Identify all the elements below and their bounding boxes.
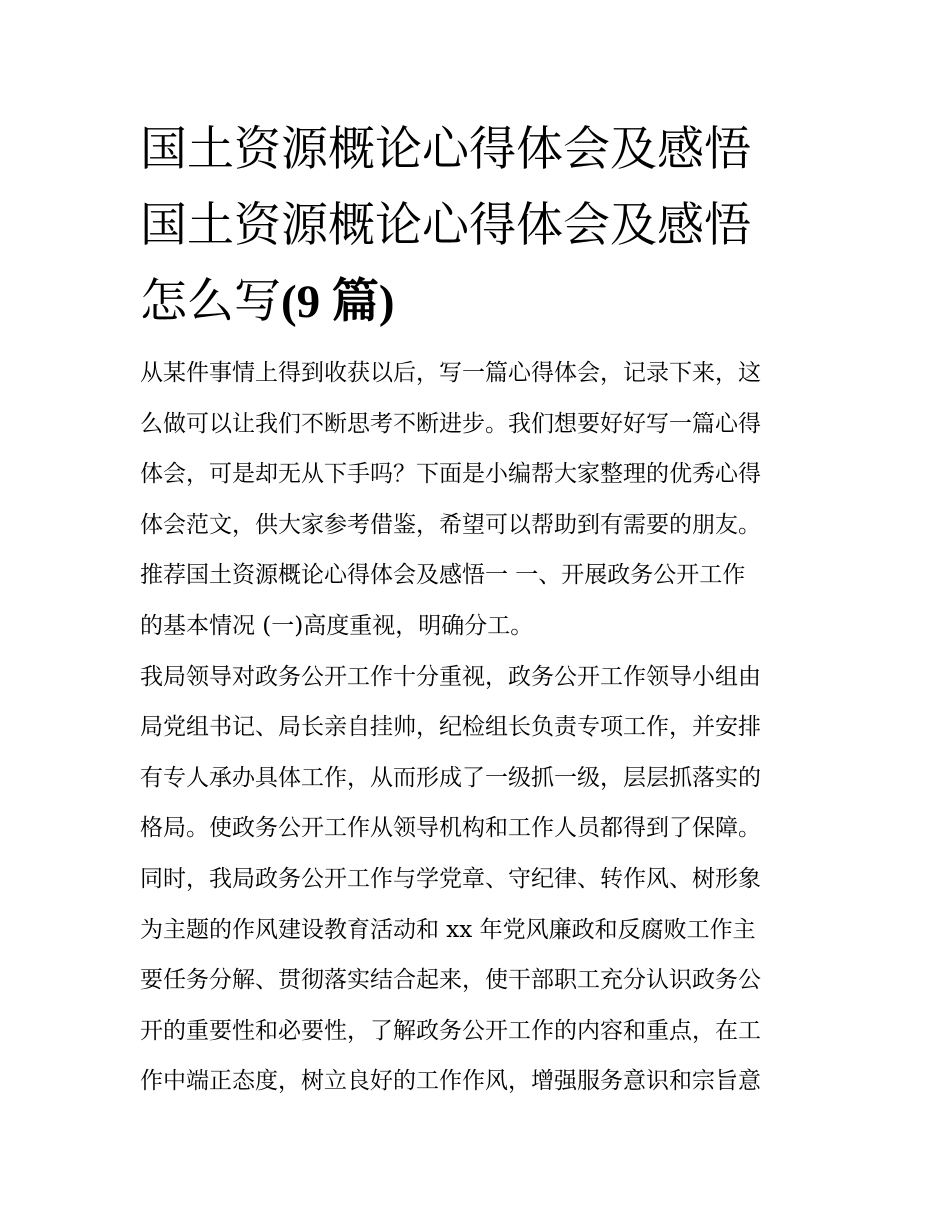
body-line: 从某件事情上得到收获以后，写一篇心得体会，记录下来，这 bbox=[140, 360, 761, 386]
title-line-text: 怎么写 bbox=[140, 274, 281, 329]
body-line: 开的重要性和必要性，了解政务公开工作的内容和重点，在工 bbox=[140, 1017, 761, 1044]
document-title bbox=[140, 112, 812, 340]
body-line: 的基本情况 (一)高度重视，明确分工。 bbox=[140, 612, 534, 639]
body-line: 有专人承办具体工作，从而形成了一级抓一级，层层抓落实的 bbox=[140, 764, 761, 791]
body-line: 为主题的作风建设教育活动和 xx 年党风廉政和反腐败工作主 bbox=[140, 916, 756, 943]
body-line: 要任务分解、贯彻落实结合起来，使干部职工充分认识政务公 bbox=[140, 967, 761, 994]
body-line: 体会，可是却无从下手吗？下面是小编帮大家整理的优秀心得 bbox=[140, 461, 761, 488]
body-line: 同时，我局政务公开工作与学党章、守纪律、转作风、树形象 bbox=[140, 865, 761, 892]
body-line: 推荐国土资源概论心得体会及感悟一 一、开展政务公开工作 bbox=[140, 562, 746, 589]
body-line: 我局领导对政务公开工作十分重视，政务公开工作领导小组由 bbox=[140, 663, 761, 690]
document-content bbox=[140, 112, 812, 1107]
title-count: (9 篇) bbox=[281, 276, 395, 328]
body-line: 体会范文，供大家参考借鉴，希望可以帮助到有需要的朋友。 bbox=[140, 511, 761, 538]
document-body bbox=[140, 348, 812, 1107]
title-line: 国土资源概论心得体会及感悟 bbox=[140, 198, 751, 253]
title-line bbox=[140, 264, 812, 340]
body-line: 作中端正态度，树立良好的工作作风，增强服务意识和宗旨意 bbox=[140, 1068, 761, 1095]
body-line: 么做可以让我们不断思考不断进步。我们想要好好写一篇心得 bbox=[140, 410, 761, 437]
title-line: 国土资源概论心得体会及感悟 bbox=[140, 122, 751, 177]
body-line: 格局。使政务公开工作从领导机构和工作人员都得到了保障。 bbox=[140, 815, 761, 842]
body-line: 局党组书记、局长亲自挂帅，纪检组长负责专项工作，并安排 bbox=[140, 714, 761, 741]
